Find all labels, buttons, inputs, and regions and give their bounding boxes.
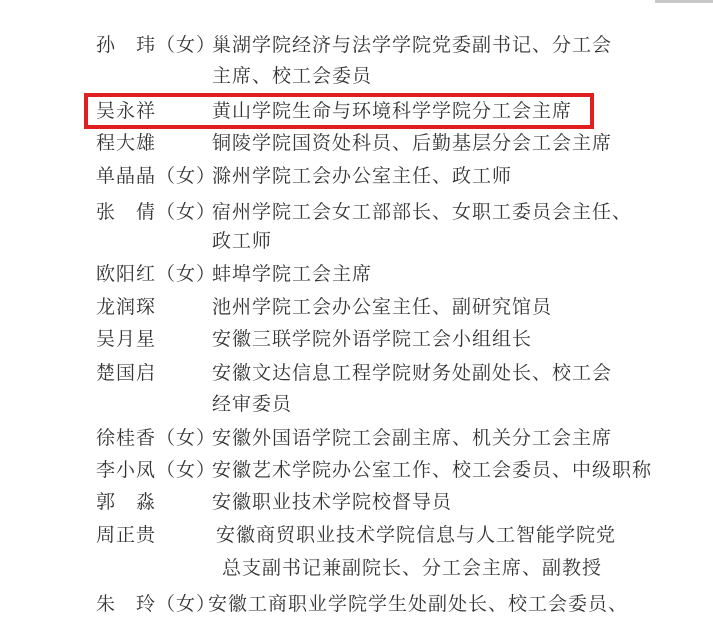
member-description: 蚌埠学院工会主席 — [212, 263, 373, 285]
member-description: 滁州学院工会办公室主任、政工师 — [212, 165, 513, 187]
member-description: 安徽职业技术学院校督导员 — [212, 491, 453, 513]
member-description: 安徽三联学院外语学院工会小组组长 — [212, 328, 533, 350]
member-description: 安徽文达信息工程学院财务处副处长、校工会 — [212, 362, 613, 384]
member-description: 黄山学院生命与环境科学学院分工会主席 — [212, 100, 573, 122]
member-name: 李小凤（女） — [96, 459, 217, 481]
list-item-continuation — [0, 553, 713, 583]
list-item — [0, 161, 713, 191]
member-name: 张 倩（女） — [96, 201, 217, 223]
member-description: 安徽工商职业学院学生处副处长、校工会委员、 — [208, 593, 629, 615]
member-name: 程大雄 — [96, 132, 157, 154]
list-item — [0, 358, 713, 388]
member-description: 经审委员 — [212, 393, 293, 415]
member-name: 孙 玮（女） — [96, 34, 217, 56]
list-item — [0, 292, 713, 322]
member-description: 安徽商贸职业技术学院信息与人工智能学院党 — [216, 524, 617, 546]
list-item — [0, 455, 713, 485]
member-name: 朱 玲（女） — [96, 593, 217, 615]
member-name: 徐桂香（女） — [96, 427, 217, 449]
list-item-continuation — [0, 61, 713, 91]
list-item — [0, 520, 713, 550]
list-item — [0, 423, 713, 453]
member-description: 政工师 — [212, 230, 273, 252]
member-description: 主席、校工会委员 — [212, 65, 373, 87]
member-description: 安徽外国语学院工会副主席、机关分工会主席 — [212, 427, 613, 449]
list-item — [0, 487, 713, 517]
member-name: 单晶晶（女） — [96, 165, 217, 187]
list-item — [0, 128, 713, 158]
member-description: 安徽艺术学院办公室工作、校工会委员、中级职称 — [212, 459, 653, 481]
member-name: 郭 淼 — [96, 491, 157, 513]
member-name: 吴月星 — [96, 328, 157, 350]
member-name: 周正贵 — [96, 524, 157, 546]
member-description: 巢湖学院经济与法学学院党委副书记、分工会 — [212, 34, 613, 56]
list-item — [0, 197, 713, 227]
member-description: 铜陵学院国资处科员、后勤基层分会工会主席 — [212, 132, 613, 154]
member-name: 龙润琛 — [96, 296, 157, 318]
member-name: 吴永祥 — [96, 100, 157, 122]
member-name: 欧阳红（女） — [96, 263, 217, 285]
member-description: 池州学院工会办公室主任、副研究馆员 — [212, 296, 553, 318]
member-name: 楚国启 — [96, 362, 157, 384]
list-item — [0, 259, 713, 289]
list-item-continuation — [0, 226, 713, 256]
member-description: 宿州学院工会女工部部长、女职工委员会主任、 — [212, 201, 633, 223]
page-edge-divider — [655, 0, 713, 3]
list-item — [0, 589, 713, 619]
list-item-continuation — [0, 389, 713, 419]
list-item — [0, 324, 713, 354]
member-description: 总支副书记兼副院长、分工会主席、副教授 — [222, 557, 603, 579]
highlight-box — [84, 93, 594, 129]
list-item — [0, 30, 713, 60]
